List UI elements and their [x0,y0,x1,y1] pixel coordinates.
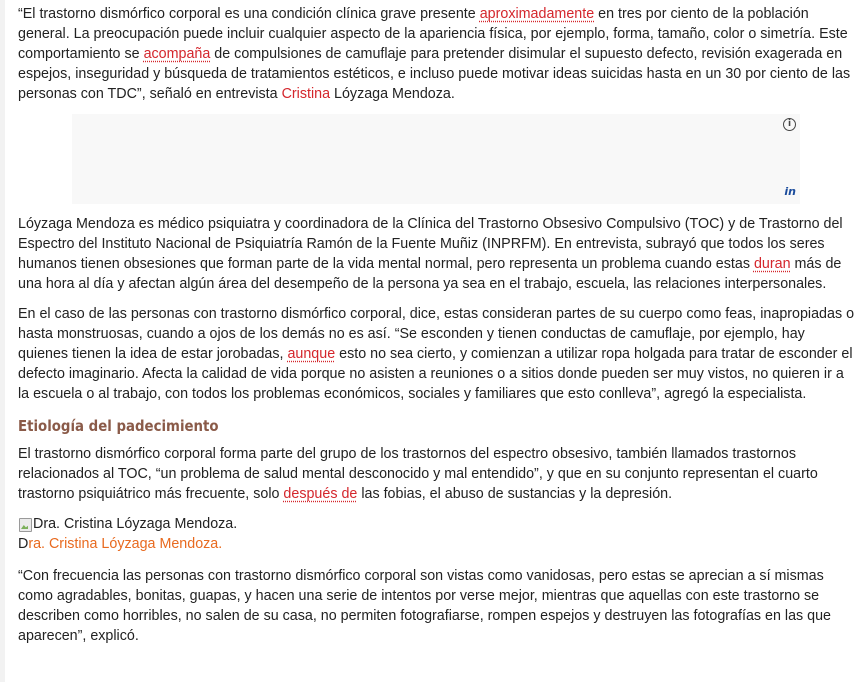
name-link-cristina[interactable]: Cristina [281,86,331,102]
paragraph-text: de compulsiones de camuflaje para pretender disimular el supuesto defecto, revisión exagerada en espejos, inseguridad y búsqueda de tratamientos estéticos, e incluso puede motivar ideas suicidas hasta en un 30 por ciento de las personas con TDC”, señaló en entrevista [18,46,851,102]
paragraph-1 [18,4,858,104]
paragraph-text: En el caso de las personas con trastorno dismórfico corporal, dice, estas consideran partes de su cuerpo como feas, inapropiadas o hasta monstruosas, cuando a ojos de los demás no es así. “Se esconden y tienen conductas de camuflaje, por ejemplo, hay quienes tienen la idea de estar jorobadas, [18,306,855,362]
caption-link[interactable]: ra. Cristina Lóyzaga Mendoza. [28,536,223,552]
article-figure [18,514,858,554]
paragraph-4 [18,444,858,504]
info-icon[interactable]: i [783,118,796,131]
keyword-link-despues-de[interactable]: después de [283,486,358,502]
keyword-link-aunque[interactable]: aunque [287,346,336,362]
image-alt-text: Dra. Cristina Lóyzaga Mendoza. [33,516,238,532]
paragraph-text: El trastorno dismórfico corporal forma parte del grupo de los trastornos del espectro obsesivo, también llamados trastornos relacionados al TOC, “un problema de salud mental desconocido y mal entendido”, y que en su conjunto representan el cuarto trastorno psiquiátrico más frecuente, solo [18,446,818,502]
paragraph-text: Lóyzaga Mendoza es médico psiquiatra y coordinadora de la Clínica del Trastorno Obsesivo Compulsivo (TOC) y de Trastorno del Espectro del Instituto Nacional de Psiquiatría Ramón de la Fuente Muñiz (INPRFM). En entrevista, subrayó que todos los seres humanos tienen obsesiones que forman parte de la vida mental normal, pero representa un problema cuando estas [18,216,843,272]
paragraph-2 [18,214,858,294]
paragraph-text: más de una hora al día y afectan algún área del desempeño de la persona ya sea en el trabajo, escuela, las relaciones interpersonales. [18,256,842,292]
paragraph-text: “El trastorno dismórfico corporal es una condición clínica grave presente [18,6,480,22]
keyword-link-acompana[interactable]: acompaña [143,46,211,62]
paragraph-text: Lóyzaga Mendoza. [330,86,455,102]
paragraph-3 [18,304,858,404]
caption-initial: D [18,536,29,552]
advertisement-banner[interactable] [72,114,800,204]
broken-image-icon [18,516,32,532]
broken-image [18,514,858,534]
ad-network-logo[interactable]: in [784,185,796,198]
figure-caption [18,534,858,554]
paragraph-text: las fobias, el abuso de sustancias y la depresión. [357,486,673,502]
section-heading: Etiología del padecimiento [18,417,219,435]
keyword-link-aproximadamente[interactable]: aproximadamente [479,6,595,22]
article-body [18,4,858,656]
paragraph-text: esto no sea cierto, y comienzan a utilizar ropa holgada para tratar de esconder el defecto imaginario. Afecta la calidad de vida porque no asisten a reuniones o a sitios donde pueden ser muy vistos, no quieren ir a la escuela o al trabajo, con todos los problemas económicos, sociales y familiares que esto conlleva”, agregó la especialista. [18,346,853,402]
paragraph-text: en tres por ciento de la población general. La preocupación puede incluir cualquier aspecto de la apariencia física, por ejemplo, forma, tamaño, color o simetría. Este comportamiento se [18,6,848,62]
paragraph-5: “Con frecuencia las personas con trastorno dismórfico corporal son vistas como vanidosas, pero estas se aprecian a sí mismas como agradables, bonitas, guapas, y hacen una serie de intentos por verse mejor, mientras que aquellas con este trastorno se describen como horribles, no salen de su casa, no permiten fotografiarse, rompen espejos y destruyen las fotografías en las que aparecen”, explicó. [18,568,831,644]
keyword-link-duran[interactable]: duran [753,256,791,272]
article-page [5,0,865,682]
